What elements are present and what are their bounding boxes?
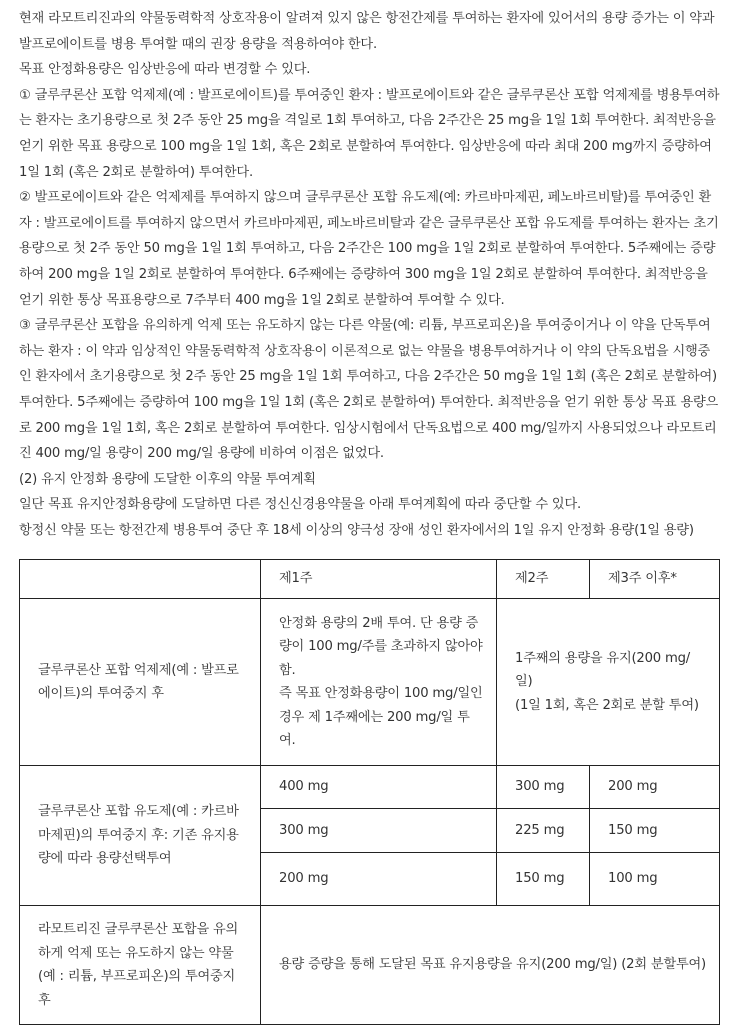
dosing-table: [19, 559, 720, 1025]
table-caption: 항정신 약물 또는 항전간제 병용투여 중단 후 18세 이상의 양극성 장애 성인 환자에서의 1일 유지 안정화 용량(1일 용량): [19, 522, 694, 538]
inducer-label: 글루쿠론산 포합 유도제(예 : 카르바마제핀)의 투여중지 후: 기존 유지용량에 따라 용량선택투여: [20, 766, 261, 906]
intro-paragraph: 현재 라모트리진과의 약물동력학적 상호작용이 알려져 있지 않은 항전간제를 투여하는 환자에 있어서의 용량 증가는 이 약과 발프로에이트를 병용 투여할 때의 권장 용량을 적용하여야 한다.: [19, 11, 715, 52]
inhibitor-paragraph: ① 글루쿠론산 포합 억제제(예 : 발프로에이트)를 투여중인 환자 : 발프로에이트와 같은 글루쿠론산 포합 억제제를 병용투여하는 환자는 초기용량으로 첫 2주 동안 25 mg을 격일로 1회 투여하고, 다음 2주간은 25 mg을 1일 1회 투여한다. 최적반응을 얻기 위한 목표 용량으로 100 mg을 1일 1회, 혹은 2회로 분할하여 투여한다. 임상반응에 따라 최대 200 mg까지 증량하여 1일 1회 (혹은 2회로 분할하여) 투여한다.: [19, 87, 720, 180]
inducer-week2: 300 mg: [497, 766, 590, 809]
inducer-week2: 225 mg: [497, 809, 590, 853]
header-week3-plus: 제3주 이후*: [590, 560, 720, 599]
inducer-week3: 200 mg: [590, 766, 720, 809]
header-empty-cell: [20, 560, 261, 599]
table-row: [20, 906, 720, 1025]
discontinuation-note: 일단 목표 유지안정화용량에 도달하면 다른 정신신경용약물을 아래 투여계획에 따라 중단할 수 있다.: [19, 497, 582, 513]
inhibitor-week2-plus: 1주째의 용량을 유지(200 mg/일) (1일 1회, 혹은 2회로 분할 투여): [497, 599, 720, 766]
document-body: [19, 6, 721, 543]
header-week2: 제2주: [497, 560, 590, 599]
inhibitor-week1: 안정화 용량의 2배 투여. 단 용량 증량이 100 mg/주를 초과하지 않아야 함. 즉 목표 안정화용량이 100 mg/일인 경우 제 1주째에는 200 mg/일 투여.: [261, 599, 497, 766]
table-header-row: [20, 560, 720, 599]
inducer-week3: 150 mg: [590, 809, 720, 853]
neutral-label: 라모트리진 글루쿠론산 포합을 유의하게 억제 또는 유도하지 않는 약물(예 : 리튬, 부프로피온)의 투여중지 후: [20, 906, 261, 1025]
inducer-week1: 300 mg: [261, 809, 497, 853]
inducer-week2: 150 mg: [497, 853, 590, 906]
inducer-week1: 200 mg: [261, 853, 497, 906]
inducer-week1: 400 mg: [261, 766, 497, 809]
header-week1: 제1주: [261, 560, 497, 599]
table-row: [20, 766, 720, 809]
neutral-drug-paragraph: ③ 글루쿠론산 포합을 유의하게 억제 또는 유도하지 않는 다른 약물(예: 리튬, 부프로피온)을 투여중이거나 이 약을 단독투여하는 환자 : 이 약과 임상적인 약물동력학적 상호작용이 이론적으로 없는 약물을 병용투여하거나 이 약의 단독요법을 시행중인 환자에서 초기용량으로 첫 2주 동안 25 mg을 1일 1회 투여하고, 다음 2주간은 50 mg을 1일 1회 (혹은 2회로 분할하여) 투여한다. 5주째에는 증량하여 100 mg을 1일 1회 (혹은 2회로 분할하여) 투여한다. 최적반응을 얻기 위한 통상 목표 용량으로 200 mg을 1일 1회, 혹은 2회로 분할하여 투여한다. 임상시험에서 단독요법으로 400 mg/일까지 사용되었으나 라모트리진 400 mg/일 용량이 200 mg/일 용량에 비하여 이점은 없었다.: [19, 318, 719, 462]
neutral-value: 용량 증량을 통해 도달된 목표 유지용량을 유지(200 mg/일) (2회 분할투여): [261, 906, 720, 1025]
table-row: [20, 599, 720, 766]
target-dose-note: 목표 안정화용량은 임상반응에 따라 변경할 수 있다.: [19, 62, 311, 78]
inhibitor-label: 글루쿠론산 포합 억제제(예 : 발프로에이트)의 투여중지 후: [20, 599, 261, 766]
section-heading: (2) 유지 안정화 용량에 도달한 이후의 약물 투여계획: [19, 471, 316, 487]
inducer-week3: 100 mg: [590, 853, 720, 906]
inducer-paragraph: ② 발프로에이트와 같은 억제제를 투여하지 않으며 글루쿠론산 포합 유도제(예: 카르바마제핀, 페노바르비탈)를 투여중인 환자 : 발프로에이트를 투여하지 않으면서 카르바마제핀, 페노바르비탈과 같은 글루쿠론산 포합 유도제를 투여하는 환자는 초기용량으로 첫 2주 동안 50 mg을 1일 1회 투여하고, 다음 2주간은 100 mg을 1일 2회로 분할하여 투여한다. 5주째에는 증량하여 200 mg을 1일 2회로 분할하여 투여한다. 6주째에는 증량하여 300 mg을 1일 2회로 분할하여 투여한다. 최적반응을 얻기 위한 통상 목표용량으로 7주부터 400 mg을 1일 2회로 분할하여 투여할 수 있다.: [19, 190, 719, 308]
